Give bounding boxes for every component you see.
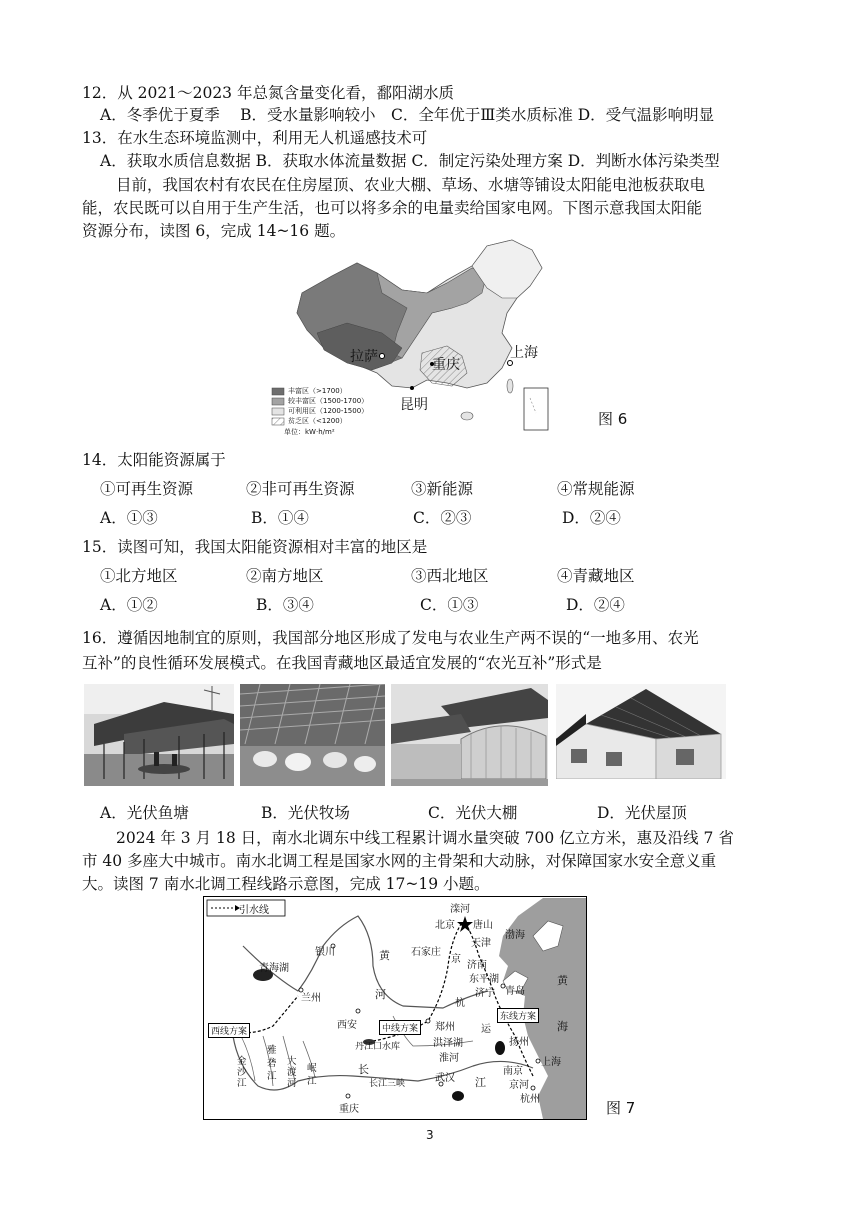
- label-he: 河: [375, 988, 386, 1001]
- label-qingdao: 青岛: [505, 986, 525, 997]
- label-lhasa: 拉萨: [350, 349, 378, 365]
- label-jing: 京: [451, 954, 461, 965]
- label-yalong-river: 雅砻江: [267, 1045, 277, 1082]
- q14-item-3: ③新能源: [411, 480, 474, 498]
- label-huang: 黄: [379, 949, 390, 962]
- q15-item-1: ①北方地区: [100, 567, 178, 585]
- legend-usable: 可利用区（1200-1500）: [288, 407, 369, 415]
- label-tianjin: 天津: [471, 938, 491, 949]
- photo-greenhouse: [391, 684, 548, 786]
- q14-item-4: ④常规能源: [557, 480, 635, 498]
- south-china-sea-inset: [524, 388, 548, 430]
- label-tangshan: 唐山: [473, 920, 493, 931]
- label-jinan: 济南: [467, 960, 487, 971]
- label-zhengzhou: 郑州: [435, 1022, 455, 1033]
- label-chongqing: 重庆: [432, 357, 460, 373]
- legend-poor: 贫乏区（<1200）: [288, 417, 347, 425]
- intro2-line2: 市 40 多座大中城市。南水北调工程是国家水网的主骨架和大动脉，对保障国家水安全意义重: [82, 852, 717, 870]
- label-jiang: 江: [475, 1076, 486, 1089]
- photo-pasture: [240, 684, 385, 786]
- label-hang: 杭: [455, 998, 465, 1009]
- q14-item-1: ①可再生资源: [100, 480, 194, 498]
- intro1-line1: 目前，我国农村有农民在住房屋顶、农业大棚、草场、水塘等铺设太阳能电池板获取电: [116, 176, 706, 194]
- water-diversion-map: [203, 896, 587, 1120]
- q15-item-3: ③西北地区: [411, 567, 489, 585]
- label-jinsha-river: 金沙江: [237, 1056, 247, 1089]
- q12-stem: 12．从 2021～2023 年总氮含量变化看，鄱阳湖水质: [82, 84, 454, 102]
- fig7-caption: 图 7: [606, 1099, 636, 1117]
- label-yun: 运: [481, 1024, 491, 1035]
- page-number: 3: [426, 1128, 434, 1142]
- label-wuhan: 武汉: [435, 1073, 455, 1084]
- q15-choice-a: A．①②: [100, 596, 158, 614]
- label-shanghai-fig7: 上海: [541, 1057, 561, 1068]
- label-hangzhou: 杭州: [520, 1094, 540, 1105]
- intro2-line1: 2024 年 3 月 18 日，南水北调东中线工程累计调水量突破 700 亿立方米，惠及沿线 7 省: [116, 829, 734, 847]
- label-dadu-river: 大渡河: [287, 1056, 297, 1089]
- label-beijing: 北京: [435, 920, 455, 931]
- label-west-route: 西线方案: [208, 1023, 250, 1038]
- label-hongzehu: 洪泽湖: [433, 1038, 463, 1049]
- legend-rich: 丰富区（>1700）: [288, 387, 347, 395]
- fig6-caption: 图 6: [598, 410, 628, 428]
- q15-item-4: ④青藏地区: [557, 567, 635, 585]
- label-bohai: 渤海: [505, 930, 525, 941]
- q15-item-2: ②南方地区: [246, 567, 324, 585]
- label-dongpinghu: 东平湖: [469, 974, 499, 985]
- q14-item-2: ②非可再生资源: [246, 480, 355, 498]
- q14-choice-b: B．①④: [251, 509, 309, 527]
- q16-choice-c: C．光伏大棚: [428, 804, 518, 822]
- legend-fairly-rich: 较丰富区（1500-1700）: [288, 397, 369, 405]
- label-three-gorges: 长江三峡: [369, 1079, 406, 1089]
- q15-choice-b: B．③④: [256, 596, 314, 614]
- label-lanzhou: 兰州: [301, 993, 321, 1004]
- label-shanghai: 上海: [510, 345, 538, 361]
- q15-choice-d: D．②④: [566, 596, 625, 614]
- label-yellow-sea-2: 海: [557, 1020, 568, 1033]
- intro1-line3: 资源分布，读图 6，完成 14~16 题。: [82, 222, 346, 240]
- q16-line1: 16．遵循因地制宜的原则，我国部分地区形成了发电与农业生产两不误的“一地多用、农光: [82, 629, 699, 647]
- fig7-legend-label: 引水线: [239, 905, 269, 916]
- photo-fish-pond: [84, 684, 234, 786]
- q13-stem: 13．在水生态环境监测中，利用无人机遥感技术可: [82, 129, 428, 147]
- label-jining: 济宁: [475, 988, 495, 999]
- label-nanjing: 南京: [503, 1066, 523, 1077]
- label-middle-route: 中线方案: [379, 1020, 421, 1035]
- q16-choice-a: A．光伏鱼塘: [100, 804, 189, 822]
- q16-choice-b: B．光伏牧场: [261, 804, 350, 822]
- label-chongqing-fig7: 重庆: [339, 1104, 359, 1115]
- legend-unit: 单位：kW·h/m²: [284, 428, 335, 436]
- label-huaihe: 淮河: [439, 1053, 459, 1064]
- q12-options: A．冬季优于夏季 B．受水量影响较小 C．全年优于Ⅲ类水质标准 D．受气温影响明显: [100, 106, 715, 124]
- solar-resource-map: [262, 238, 562, 438]
- q16-line2: 互补”的良性循环发展模式。在我国青藏地区最适宜发展的“农光互补”形式是: [82, 654, 602, 672]
- label-qinghai-lake: 青海湖: [259, 963, 289, 974]
- q14-choice-d: D．②④: [562, 509, 621, 527]
- photo-rooftop: [556, 684, 726, 779]
- q15-stem: 15．读图可知，我国太阳能资源相对丰富的地区是: [82, 538, 428, 556]
- q14-choice-c: C．②③: [413, 509, 472, 527]
- label-yinchuan: 银川: [315, 947, 335, 958]
- q14-choice-a: A．①③: [100, 509, 158, 527]
- q13-options: A．获取水质信息数据 B．获取水体流量数据 C．制定污染处理方案 D．判断水体污染类型: [100, 152, 720, 170]
- label-jing-river: 京河: [509, 1080, 529, 1091]
- label-danjiangkou: 丹江口水库: [355, 1042, 401, 1052]
- q16-choice-d: D．光伏屋顶: [597, 804, 687, 822]
- intro2-line3: 大。读图 7 南水北调工程线路示意图，完成 17~19 小题。: [82, 875, 490, 893]
- label-shijiazhuang: 石家庄: [411, 947, 441, 958]
- label-east-route: 东线方案: [497, 1008, 539, 1023]
- label-luan-river: 滦河: [450, 904, 470, 915]
- label-xian: 西安: [337, 1020, 357, 1031]
- label-yangzhou: 扬州: [509, 1037, 529, 1048]
- label-min-river: 岷江: [307, 1063, 317, 1087]
- q14-stem: 14．太阳能资源属于: [82, 451, 226, 469]
- intro1-line2: 能，农民既可以自用于生产生活，也可以将多余的电量卖给国家电网。下图示意我国太阳能: [82, 199, 703, 217]
- label-chang: 长: [358, 1063, 369, 1076]
- label-yellow-sea-1: 黄: [557, 974, 568, 987]
- q15-choice-c: C．①③: [420, 596, 479, 614]
- label-kunming: 昆明: [400, 397, 428, 413]
